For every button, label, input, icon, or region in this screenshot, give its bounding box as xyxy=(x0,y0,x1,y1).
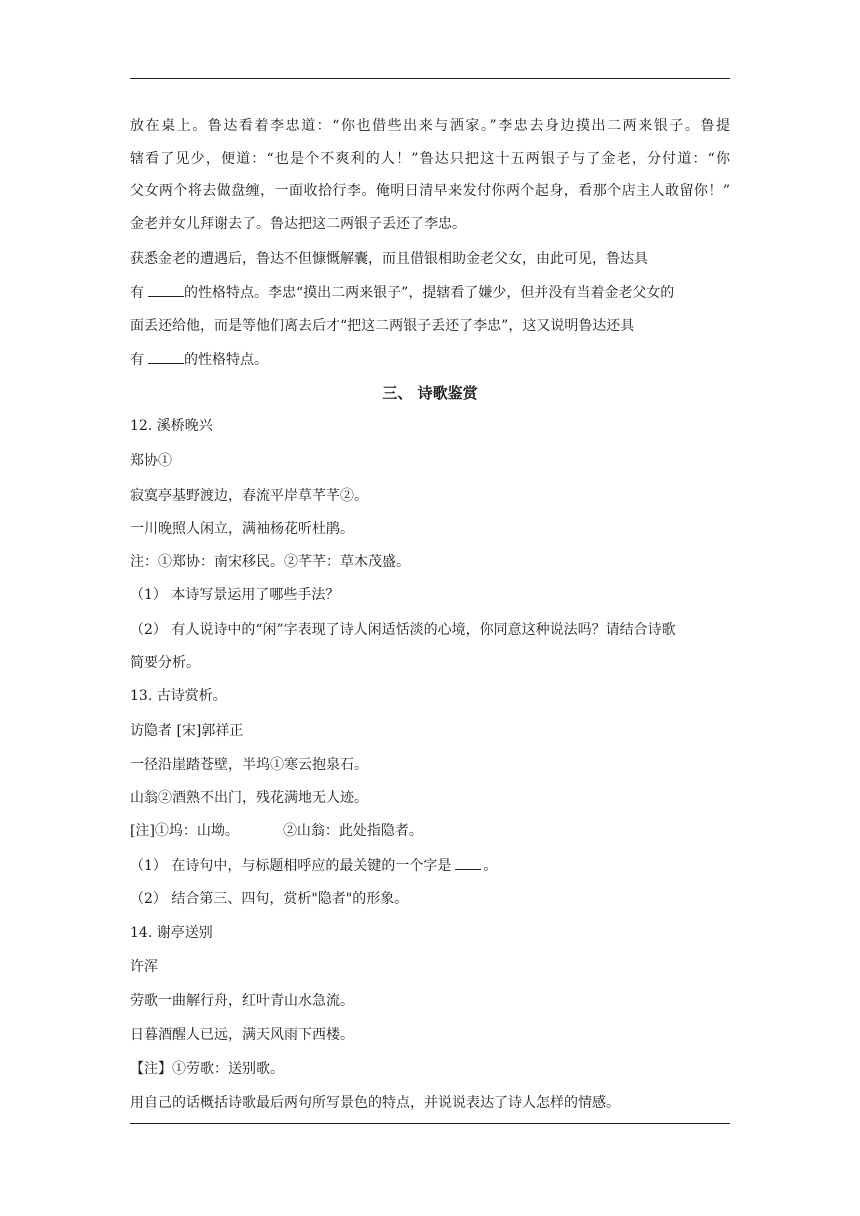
note-text: ②山翁：此处指隐者。 xyxy=(282,823,423,839)
sub-question: （1） 本诗写景运用了哪些手法？ xyxy=(130,587,340,603)
footer-rule xyxy=(130,1123,730,1124)
question-title: 13. 古诗赏析。 xyxy=(130,688,227,704)
poem-verse: 一径沿崖踏苍壁，半坞①寒云抱泉石。 xyxy=(130,757,368,773)
question-title: 14. 谢亭送别 xyxy=(130,925,213,941)
poem-note: 【注】①劳歌：送别歌。 xyxy=(130,1061,284,1077)
question-text: 的性格特点。李忠“摸出二两来银子”，提辖看了嫌少，但并没有当着金老父女的 xyxy=(184,285,675,301)
question-text: 的性格特点。 xyxy=(184,352,268,368)
header-rule xyxy=(130,78,730,79)
poem-verse: 一川晚照人闲立，满袖杨花听杜鹃。 xyxy=(130,521,354,537)
passage-line: 辖看了见少，便道：“也是个不爽利的人！”鲁达只把这十五两银子与了金老，分付道：“你 xyxy=(130,151,730,167)
answer-blank[interactable] xyxy=(148,349,184,364)
question-text: 用自己的话概括诗歌最后两句所写景色的特点，并说说表达了诗人怎样的情感。 xyxy=(130,1095,620,1111)
poem-verse: 寂寞亭基野渡边，春流平岸草芊芊②。 xyxy=(130,488,368,504)
sub-question: （2） 有人说诗中的“闲”字表现了诗人闲适恬淡的心境，你同意这种说法吗？请结合诗歌 xyxy=(130,622,676,638)
question-line xyxy=(130,282,730,303)
question-text: 有 xyxy=(130,285,144,301)
question-text: 。 xyxy=(483,858,498,874)
answer-blank[interactable] xyxy=(148,282,184,297)
question-line: 获悉金老的遭遇后，鲁达不但慷慨解囊，而且借银相助金老父女，由此可见，鲁达具 xyxy=(130,251,648,267)
passage-line: 父女两个将去做盘缠，一面收拾行李。俺明日清早来发付你两个起身，看那个店主人敢留你！” xyxy=(130,183,730,199)
sub-question: 简要分析。 xyxy=(130,655,200,671)
section-title: 三、 诗歌鉴赏 xyxy=(382,384,478,402)
poem-author: 许浑 xyxy=(130,959,158,975)
poem-verse: 劳歌一曲解行舟，红叶青山水急流。 xyxy=(130,993,354,1009)
poem-verse: 日暮酒醒人已远，满天风雨下西楼。 xyxy=(130,1027,354,1043)
question-line: 面丢还给他，而是等他们离去后才“把这二两银子丢还了李忠”，这又说明鲁达还具 xyxy=(130,318,635,334)
poem-author: 访隐者 [宋]郭祥正 xyxy=(130,723,244,739)
poem-note: 注：①郑协：南宋移民。②芊芊：草木茂盛。 xyxy=(130,554,410,570)
poem-verse: 山翁②酒熟不出门，残花满地无人迹。 xyxy=(130,790,368,806)
answer-blank[interactable] xyxy=(455,855,481,870)
poem-note xyxy=(130,821,730,841)
note-text: [注]①坞：山坳。 xyxy=(130,823,239,839)
sub-question: （2） 结合第三、四句，赏析"隐者"的形象。 xyxy=(130,891,409,907)
question-text: 有 xyxy=(130,352,144,368)
question-title: 12. 溪桥晚兴 xyxy=(130,418,213,434)
poem-author: 郑协① xyxy=(130,453,172,469)
sub-question xyxy=(130,855,730,876)
passage-line: 金老并女儿拜谢去了。鲁达把这二两银子丢还了李忠。 xyxy=(130,216,466,232)
question-line xyxy=(130,349,730,370)
passage-line: 放在桌上。鲁达看着李忠道：“你也借些出来与洒家。”李忠去身边摸出二两来银子。鲁提 xyxy=(130,118,730,134)
question-text: （1） 在诗句中，与标题相呼应的最关键的一个字是 xyxy=(130,858,452,874)
